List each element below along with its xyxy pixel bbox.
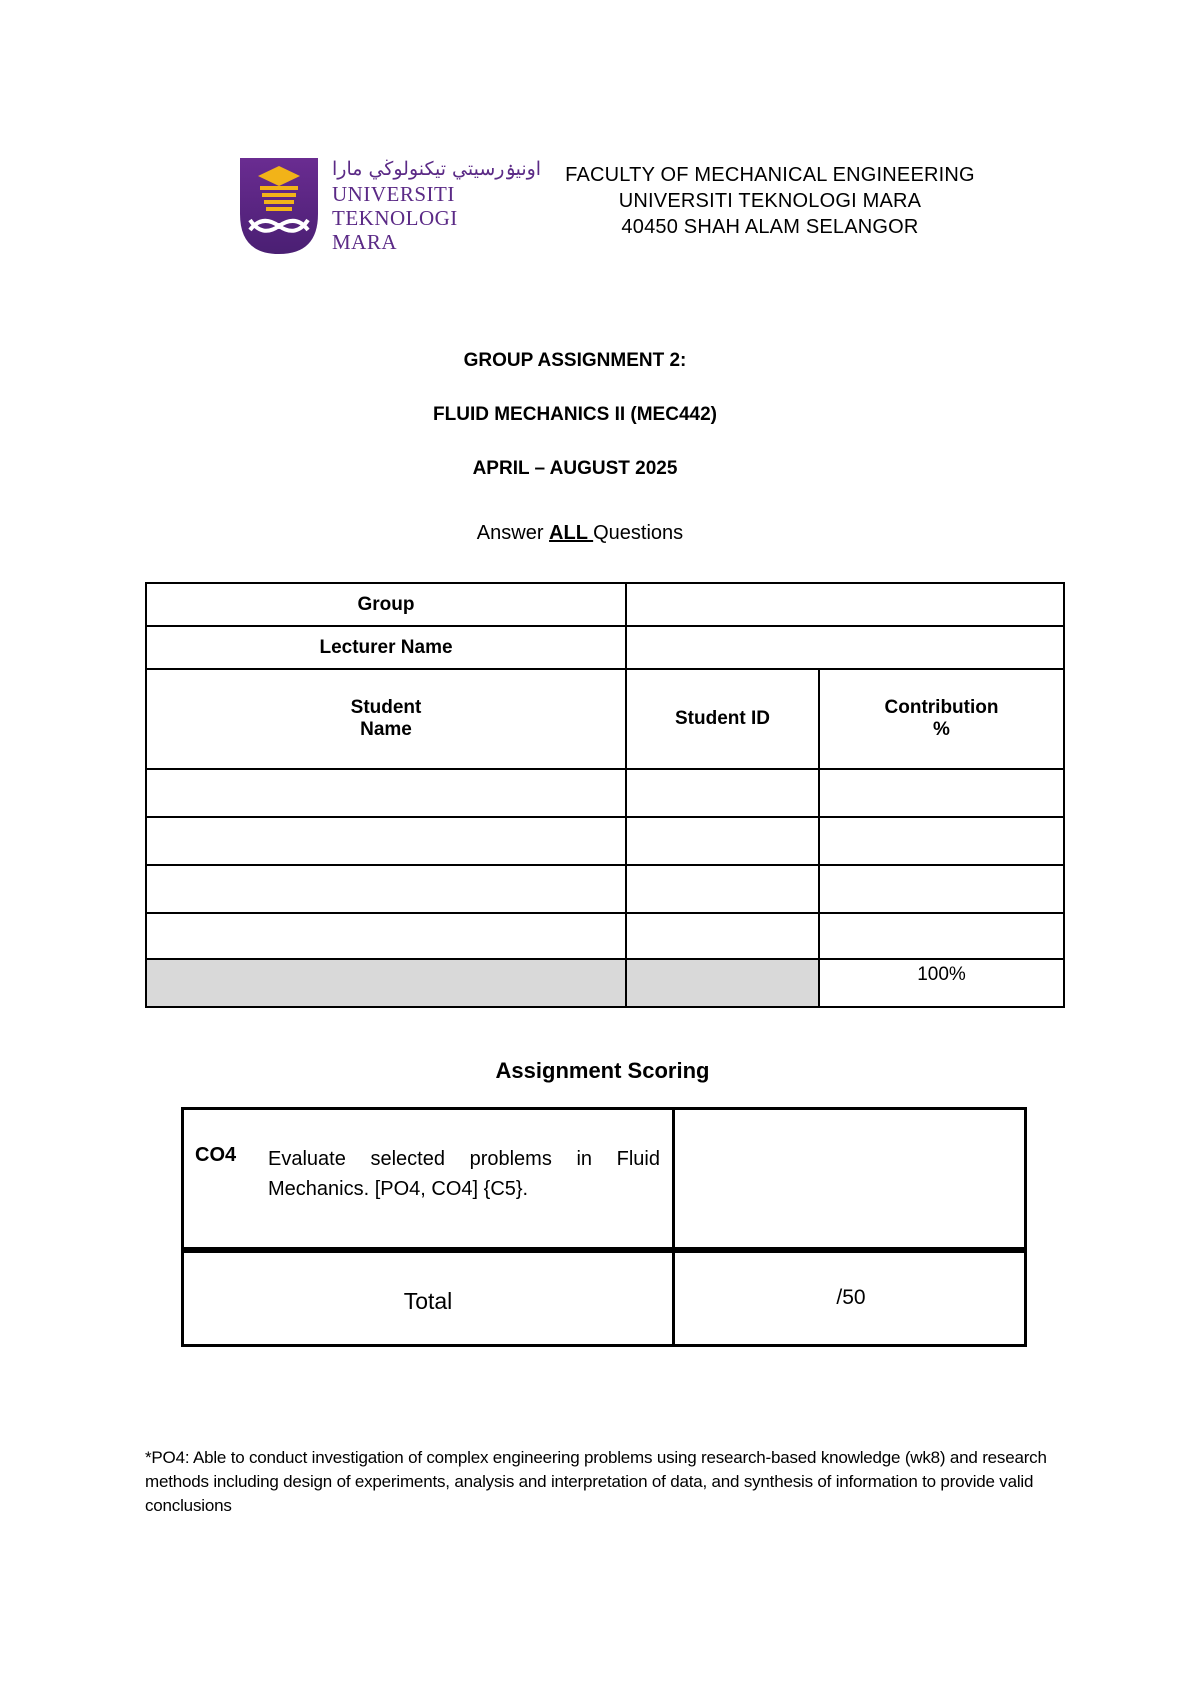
total-score: /50 [836, 1286, 866, 1309]
student-name-header [146, 669, 626, 769]
table-row [146, 769, 1064, 817]
course-outcome-code: CO4 [195, 1144, 237, 1166]
university-address: 40450 SHAH ALAM SELANGOR [621, 216, 919, 238]
contribution-cell[interactable] [819, 769, 1064, 817]
logo-text-teknologi: TEKNOLOGI [332, 206, 458, 230]
course-outcome-description: Evaluate selected problems in Fluid Mechanics. [PO4, CO4] {C5}. [268, 1148, 660, 1200]
university-name: UNIVERSITI TEKNOLOGI MARA [618, 190, 922, 212]
student-id-cell[interactable] [626, 817, 819, 865]
group-info-table [145, 582, 1065, 1008]
contribution-cell[interactable] [819, 817, 1064, 865]
faculty-name: FACULTY OF MECHANICAL ENGINEERING [565, 164, 975, 186]
table-row [146, 817, 1064, 865]
table-row [146, 913, 1064, 959]
logo-jawi-text: اونيۏرسيتي تيكنولوڬي مارا [332, 158, 542, 180]
student-name-cell[interactable] [146, 817, 626, 865]
instruction-text [0, 522, 1160, 545]
student-id-cell[interactable] [626, 913, 819, 959]
total-row [146, 959, 1064, 1007]
student-name-cell[interactable] [146, 913, 626, 959]
logo-text-mara: MARA [332, 230, 398, 254]
student-name-header-line2: Name [360, 719, 412, 740]
group-value-cell[interactable] [626, 583, 1064, 626]
uitm-shield-icon [240, 158, 318, 254]
shaded-cell [146, 959, 626, 1007]
table-row [146, 583, 1064, 626]
contribution-cell[interactable] [819, 913, 1064, 959]
contribution-header-line1: Contribution [884, 697, 999, 718]
course-title: FLUID MECHANICS II (MEC442) [433, 404, 717, 425]
scoring-table [181, 1107, 1027, 1347]
assignment-title: GROUP ASSIGNMENT 2: [463, 350, 687, 371]
logo-text-universiti: UNIVERSITI [332, 182, 455, 206]
student-id-cell[interactable] [626, 865, 819, 913]
table-row [146, 626, 1064, 669]
contribution-header-line2: % [933, 719, 950, 740]
student-id-header: Student ID [626, 669, 819, 769]
faculty-header [530, 162, 1010, 240]
contribution-header [819, 669, 1064, 769]
student-name-header-line1: Student [350, 697, 422, 718]
instruction-before: Answer [476, 522, 550, 544]
instruction-emphasis: ALL [549, 522, 594, 544]
table-row [146, 865, 1064, 913]
student-id-cell[interactable] [626, 769, 819, 817]
divider [184, 1247, 1024, 1253]
lecturer-label: Lecturer Name [146, 626, 626, 669]
total-contribution: 100% [819, 959, 1064, 1007]
group-label: Group [146, 583, 626, 626]
shaded-cell [626, 959, 819, 1007]
instruction-after: Questions [593, 522, 684, 544]
lecturer-value-cell[interactable] [626, 626, 1064, 669]
contribution-cell[interactable] [819, 865, 1064, 913]
po4-footnote: *PO4: Able to conduct investigation of complex engineering problems using research-based knowledge (wk8) and research methods including design of experiments, analysis and interpretation of data, and synthesis of information to provide valid conclusions [145, 1448, 1047, 1515]
student-name-cell[interactable] [146, 769, 626, 817]
semester-title: APRIL – AUGUST 2025 [472, 458, 678, 479]
scoring-title: Assignment Scoring [495, 1058, 710, 1083]
uitm-logo [240, 158, 542, 258]
table-header-row [146, 669, 1064, 769]
student-name-cell[interactable] [146, 865, 626, 913]
total-label: Total [403, 1288, 453, 1314]
